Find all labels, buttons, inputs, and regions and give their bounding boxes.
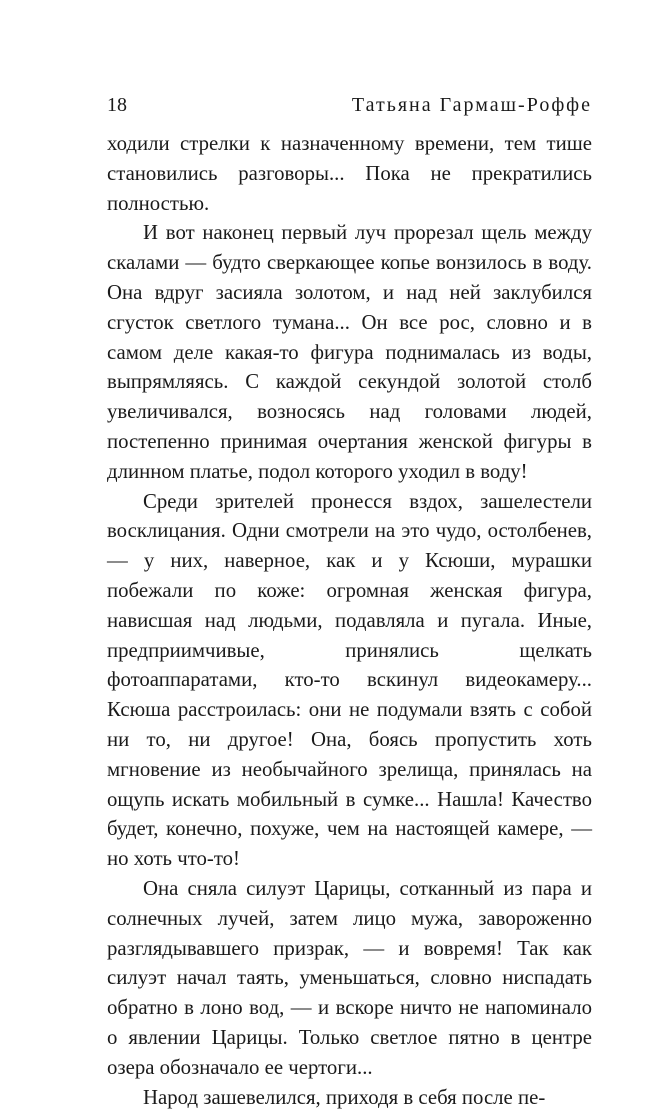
page-header [107, 90, 592, 120]
paragraph: И вот наконец первый луч прорезал щель между скалами — будто сверкающее копье вонзилось в воду. Она вдруг засияла золотом, и над ней заклубился сгусток светлого тумана... Он все рос, словно и в самом деле какая-то фигура поднималась из воды, выпрямляясь. С каждой секундой золотой столб увеличивался, возносясь над головами людей, постепенно принимая очертания женской фигуры в длинном платье, подол которого уходил в воду! [107, 218, 592, 486]
paragraph: Народ зашевелился, приходя в себя после пе- [107, 1083, 592, 1112]
page-number: 18 [107, 90, 127, 120]
book-page [107, 90, 592, 1112]
running-title: Татьяна Гармаш-Роффе [352, 90, 592, 120]
paragraph: Она сняла силуэт Царицы, сотканный из пара и солнечных лучей, затем лицо мужа, завороженно разглядывавшего призрак, — и вовремя! Так как силуэт начал таять, уменьшаться, словно ниспадать обратно в лоно вод, — и вскоре ничто не напоминало о явлении Царицы. Только светлое пятно в центре озера обозначало ее чертоги... [107, 874, 592, 1083]
body-text [107, 129, 592, 1112]
paragraph: ходили стрелки к назначенному времени, тем тише становились разговоры... Пока не прекратились полностью. [107, 129, 592, 218]
paragraph: Среди зрителей пронесся вздох, зашелестели восклицания. Одни смотрели на это чудо, остолбенев, — у них, наверное, как и у Ксюши, мурашки побежали по коже: огромная женская фигура, нависшая над людьми, подавляла и пугала. Иные, предприимчивые, принялись щелкать фотоаппаратами, кто-то вскинул видеокамеру... Ксюша расстроилась: они не подумали взять с собой ни то, ни другое! Она, боясь пропустить хоть мгновение из необычайного зрелища, принялась на ощупь искать мобильный в сумке... Нашла! Качество будет, конечно, похуже, чем на настоящей камере, — но хоть что-то! [107, 487, 592, 874]
